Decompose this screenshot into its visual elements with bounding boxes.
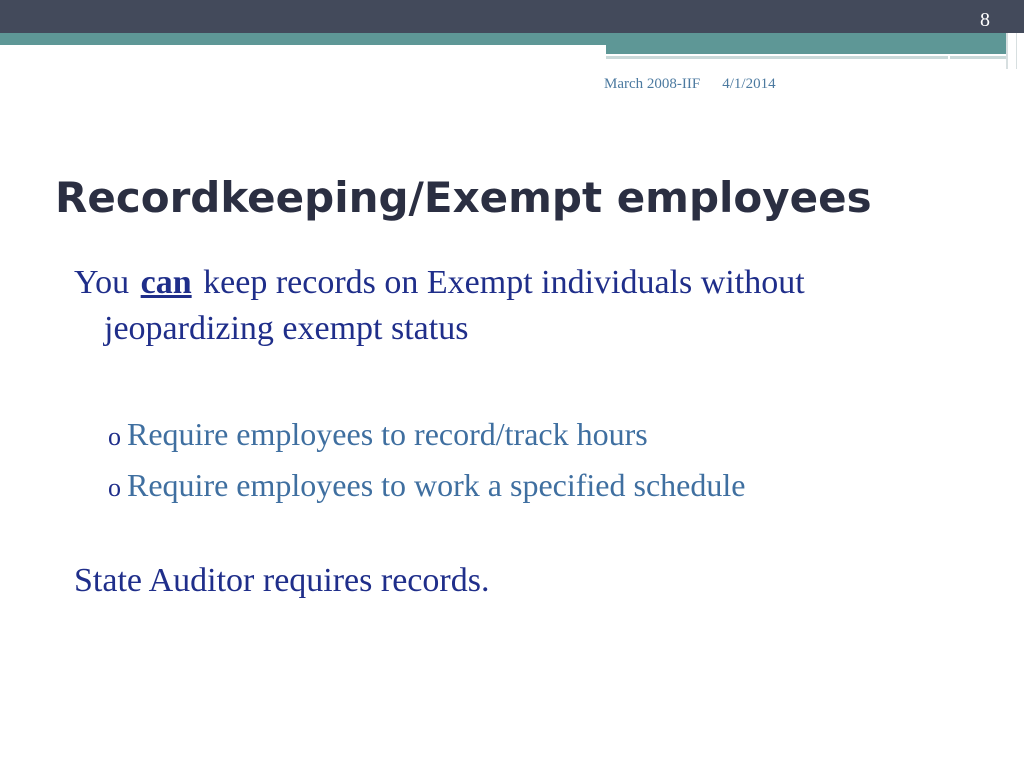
paragraph-suffix: keep records on Exempt individuals without jeopardizing exempt status [104, 264, 805, 347]
footer-date: 4/1/2014 [722, 76, 776, 92]
list-item [108, 410, 745, 461]
list-item-text: Require employees to record/track hours [127, 416, 648, 452]
bullet-circle-icon: o [108, 422, 121, 451]
footer-text: March 2008-IIF [604, 76, 701, 92]
slide-footer [604, 76, 776, 93]
accent-band [0, 33, 1006, 45]
divider-rule [950, 56, 1006, 59]
emphasis-text: can [140, 264, 192, 301]
divider-rule [1016, 33, 1017, 69]
paragraph-prefix: You [74, 264, 130, 301]
list-item [108, 461, 745, 512]
bullet-circle-icon: o [108, 473, 121, 502]
divider-rule [606, 56, 948, 59]
top-bar [0, 0, 1024, 33]
bullet-list [108, 410, 745, 512]
list-item-text: Require employees to work a specified schedule [127, 467, 746, 503]
body-paragraph [74, 260, 964, 352]
accent-band-right [606, 45, 1006, 54]
divider-rule [1006, 33, 1008, 69]
body-paragraph: State Auditor requires records. [74, 562, 490, 599]
page-number: 8 [980, 9, 990, 31]
slide-title: Recordkeeping/Exempt employees [55, 173, 872, 222]
